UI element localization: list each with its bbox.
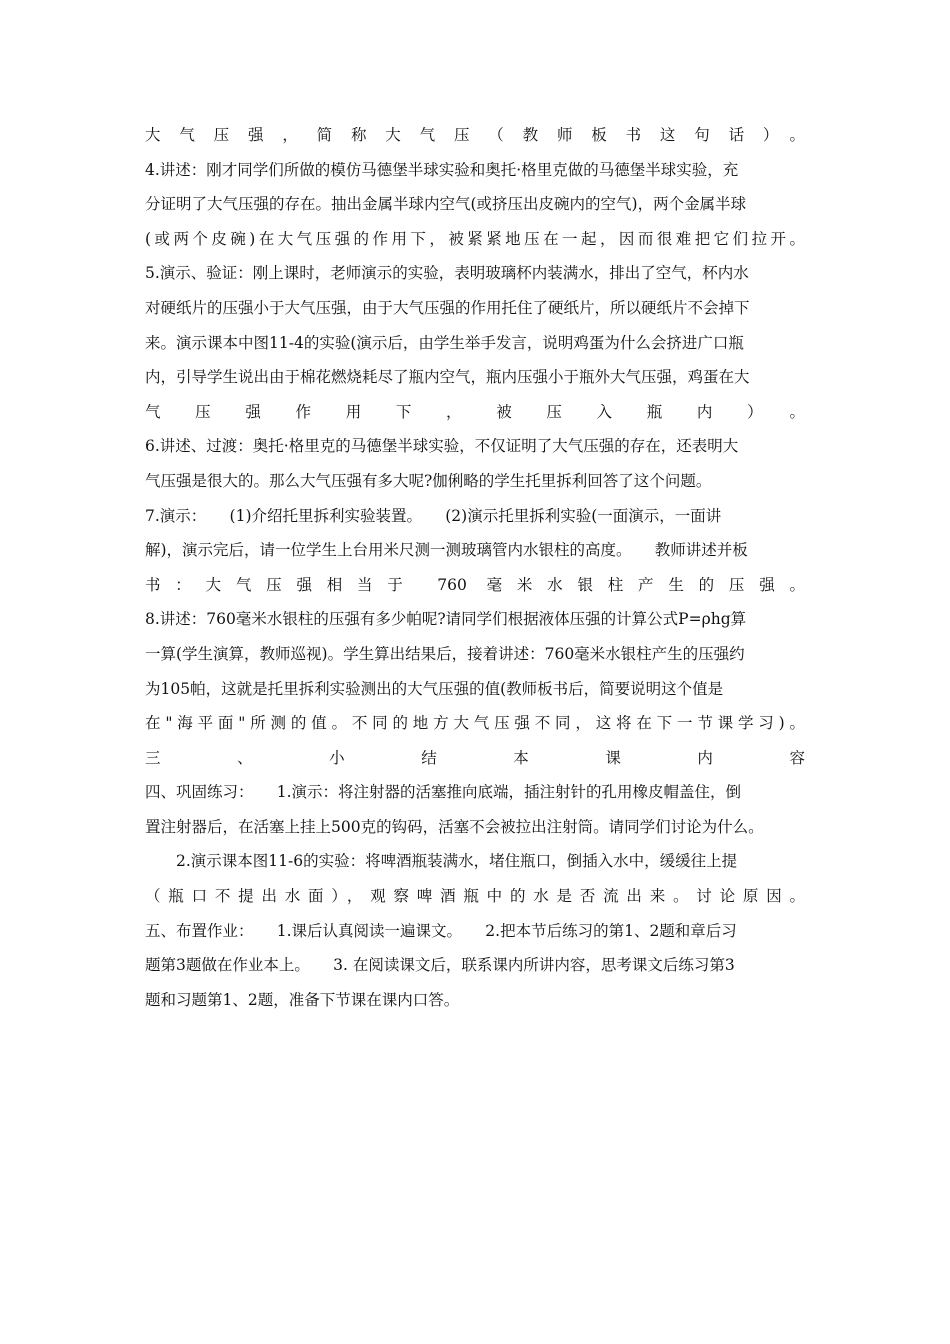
text-line: 大气压强，简称大气压（教师板书这句话）。 (145, 126, 805, 144)
text-line: 题第3题做在作业本上。 3. 在阅读课文后，联系课内所讲内容，思考课文后练习第3 (145, 956, 735, 975)
text-line: 为105帕，这就是托里拆利实验测出的大气压强的值(教师板书后，简要说明这个值是 (145, 679, 724, 698)
text-line: 气压强是很大的。那么大气压强有多大呢?伽俐略的学生托里拆利回答了这个问题。 (145, 471, 712, 490)
text-line: 三、小结本课内容 (145, 748, 805, 767)
text-line: 题和习题第1、2题，准备下节课在课内口答。 (145, 990, 460, 1009)
document-body (145, 118, 805, 1017)
text-line: 8.讲述：760毫米水银柱的压强有多少帕呢?请同学们根据液体压强的计算公式P=ρhg算 (145, 610, 747, 629)
text-line: 在"海平面"所测的值。不同的地方大气压强不同，这将在下一节课学习)。 (145, 714, 805, 733)
text-line: 气压强作用下，被压入瓶内）。 (145, 402, 805, 421)
text-line: 对硬纸片的压强小于大气压强，由于大气压强的作用托住了硬纸片，所以硬纸片不会掉下 (145, 298, 750, 317)
text-line: 来。演示课本中图11-4的实验(演示后，由学生举手发言，说明鸡蛋为什么会挤进广口瓶 (145, 333, 744, 352)
text-line: 分证明了大气压强的存在。抽出金属半球内空气(或挤压出皮碗内的空气)，两个金属半球 (145, 195, 747, 214)
text-line: 置注射器后，在活塞上挂上500克的钩码，活塞不会被拉出注射筒。请同学们讨论为什么。 (145, 817, 764, 836)
text-line: 4.讲述：刚才同学们所做的模仿马德堡半球实验和奥托·格里克做的马德堡半球实验，充 (145, 160, 739, 179)
text-line: 书：大气压强相当于 760 毫米水银柱产生的压强。 (145, 575, 805, 594)
text-line: 6.讲述、过渡：奥托·格里克的马德堡半球实验，不仅证明了大气压强的存在，还表明大 (145, 437, 739, 456)
text-line: 五、布置作业： 1.课后认真阅读一遍课文。 2.把本节后练习的第1、2题和章后习 (145, 921, 737, 940)
text-line: 内，引导学生说出由于棉花燃烧耗尽了瓶内空气，瓶内压强小于瓶外大气压强，鸡蛋在大 (145, 368, 750, 387)
text-line: 7.演示： (1)介绍托里拆利实验装置。 (2)演示托里拆利实验(一面演示，一面讲 (145, 506, 722, 525)
text-line: 四、巩固练习： 1.演示：将注射器的活塞推向底端，插注射针的孔用橡皮帽盖住，倒 (145, 783, 742, 802)
text-line: 5.演示、验证：刚上课时，老师演示的实验，表明玻璃杯内装满水，排出了空气，杯内水 (145, 264, 749, 283)
text-line: 一算(学生演算，教师巡视)。学生算出结果后，接着讲述：760毫米水银柱产生的压强约 (145, 644, 745, 663)
text-line: (或两个皮碗)在大气压强的作用下，被紧紧地压在一起，因而很难把它们拉开。 (145, 229, 805, 248)
text-line: 解)，演示完后，请一位学生上台用米尺测一测玻璃管内水银柱的高度。 教师讲述并板 (145, 541, 748, 560)
text-line: 2.演示课本图11-6的实验：将啤酒瓶装满水，堵住瓶口，倒插入水中，缓缓往上提 (145, 852, 738, 871)
text-line: （瓶口不提出水面），观察啤酒瓶中的水是否流出来。讨论原因。 (145, 887, 805, 906)
